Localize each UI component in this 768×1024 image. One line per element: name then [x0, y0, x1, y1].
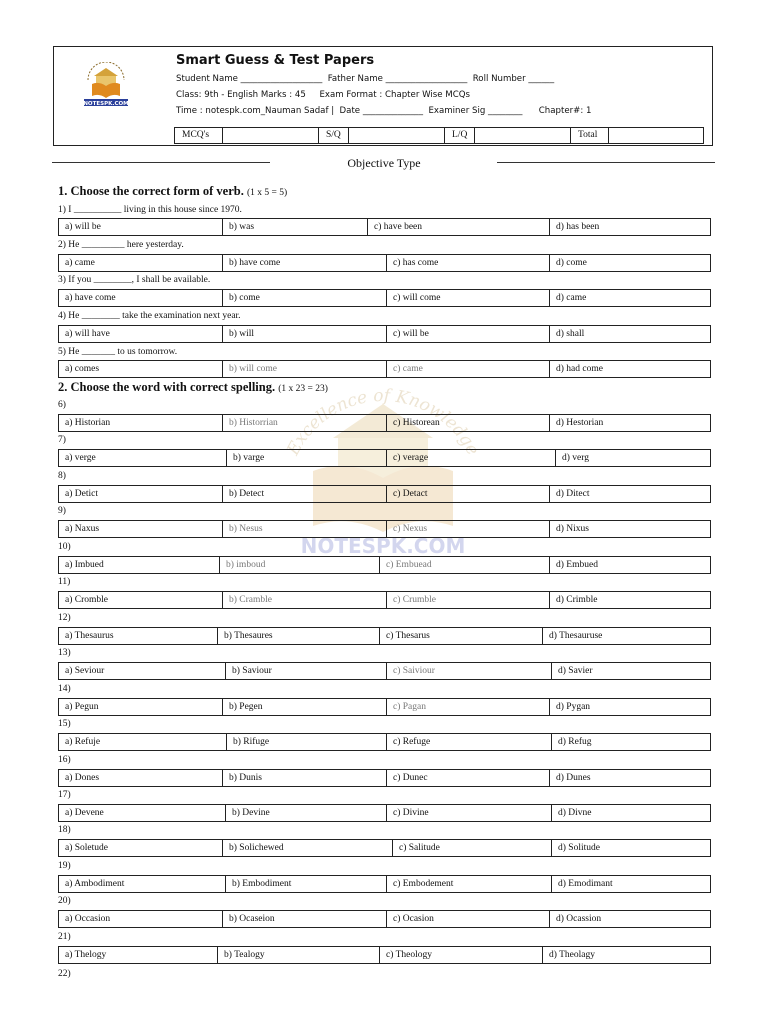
option-c[interactable]: c) Pagan	[386, 699, 549, 715]
option-c[interactable]: c) Ocasion	[386, 911, 549, 927]
option-b[interactable]: b) Cramble	[222, 592, 386, 608]
option-b[interactable]: b) Detect	[222, 486, 386, 502]
question-10-text: 10)	[58, 542, 71, 552]
mcq-label: MCQ's	[175, 128, 223, 143]
option-a[interactable]: a) Dones	[65, 773, 100, 783]
option-a[interactable]: a) have come	[65, 293, 116, 303]
option-b[interactable]: b) will	[222, 326, 386, 342]
option-b[interactable]: b) Pegen	[222, 699, 386, 715]
question-12-text: 12)	[58, 613, 71, 623]
option-a[interactable]: a) Pegun	[65, 702, 99, 712]
section-1-heading	[58, 184, 287, 199]
option-c[interactable]: c) have been	[367, 219, 549, 235]
question-17-options	[58, 804, 711, 822]
question-2-options	[58, 254, 711, 272]
option-a[interactable]: a) Thelogy	[65, 950, 107, 960]
option-d[interactable]: d) Ditect	[549, 486, 710, 502]
question-15-text: 15)	[58, 719, 71, 729]
option-c[interactable]: c) verage	[386, 450, 555, 466]
question-10-options	[58, 556, 711, 574]
question-6-text: 6)	[58, 400, 66, 410]
option-d[interactable]: d) come	[549, 255, 710, 271]
section-1-marks: (1 x 5 = 5)	[246, 188, 288, 198]
option-d[interactable]: d) Thesauruse	[542, 628, 710, 644]
option-a[interactable]: a) Occasion	[65, 914, 111, 924]
question-4-text: 4) He ________ take the examination next year.	[58, 311, 241, 321]
question-6-options	[58, 414, 711, 432]
lq-score-box	[475, 128, 571, 143]
option-c[interactable]: c) Theology	[379, 947, 542, 963]
question-21-options	[58, 946, 711, 964]
option-a[interactable]: a) Soletude	[65, 843, 109, 853]
option-b[interactable]: b) come	[222, 290, 386, 306]
question-7-options	[58, 449, 711, 467]
objective-type-title: Objective Type	[347, 156, 421, 170]
option-a[interactable]: a) Naxus	[65, 524, 100, 534]
option-a[interactable]: a) Thesaurus	[65, 631, 114, 641]
option-d[interactable]: d) has been	[549, 219, 710, 235]
option-d[interactable]: d) Ocassion	[549, 911, 710, 927]
option-c[interactable]: c) Embodement	[386, 876, 551, 892]
class-info-line: Class: 9th - English Marks : 45 Exam Format : Chapter Wise MCQs	[176, 90, 470, 100]
question-8-options	[58, 485, 711, 503]
question-12-options	[58, 627, 711, 645]
option-d[interactable]: d) Pygan	[549, 699, 710, 715]
option-d[interactable]: d) Solitude	[551, 840, 710, 856]
option-b[interactable]: b) imboud	[219, 557, 379, 573]
option-d[interactable]: d) came	[549, 290, 710, 306]
question-20-options	[58, 910, 711, 928]
question-15-options	[58, 733, 711, 751]
option-b[interactable]: b) will come	[222, 361, 386, 377]
sq-score-box	[349, 128, 445, 143]
option-b[interactable]: b) Ocaseion	[222, 911, 386, 927]
time-info-line: Time : notespk.com_Nauman Sadaf | Date ______________ Examiner Sig ________ Chapter#: 1	[176, 106, 592, 116]
option-d[interactable]: d) Divne	[551, 805, 710, 821]
question-16-options	[58, 769, 711, 787]
option-a[interactable]: a) Historian	[65, 418, 111, 428]
option-b[interactable]: b) Thesaures	[217, 628, 379, 644]
question-17-text: 17)	[58, 790, 71, 800]
logo-text: NOTESPK.COM	[83, 100, 129, 107]
option-a[interactable]: a) Cromble	[65, 595, 109, 605]
option-b[interactable]: b) Saviour	[225, 663, 386, 679]
question-18-text: 18)	[58, 825, 71, 835]
option-d[interactable]: d) Dunes	[549, 770, 710, 786]
option-b[interactable]: b) Historrian	[222, 415, 386, 431]
question-14-options	[58, 698, 711, 716]
option-c[interactable]: c) Salitude	[392, 840, 551, 856]
option-c[interactable]: c) Detact	[386, 486, 549, 502]
watermark-brand: NOTESPK.COM	[300, 534, 466, 558]
section-1-title: 1. Choose the correct form of verb.	[58, 184, 244, 198]
option-a[interactable]: a) verge	[65, 453, 96, 463]
option-a[interactable]: a) Ambodiment	[65, 879, 125, 889]
option-d[interactable]: d) had come	[549, 361, 710, 377]
question-19-options	[58, 875, 711, 893]
option-a[interactable]: a) Imbued	[65, 560, 104, 570]
notespk-logo	[78, 62, 134, 110]
total-score-box	[609, 128, 703, 143]
sq-label: S/Q	[319, 128, 349, 143]
question-1-options	[58, 218, 711, 236]
option-a[interactable]: a) Detict	[65, 489, 98, 499]
option-c[interactable]: c) Divine	[386, 805, 551, 821]
section-2-marks: (1 x 23 = 23)	[278, 384, 328, 394]
option-c[interactable]: c) has come	[386, 255, 549, 271]
option-a[interactable]: a) came	[65, 258, 95, 268]
watermark-arc-text: Excellence of Knowledge	[283, 385, 483, 459]
option-d[interactable]: d) Crimble	[549, 592, 710, 608]
question-11-options	[58, 591, 711, 609]
question-14-text: 14)	[58, 684, 71, 694]
option-b[interactable]: b) Solichewed	[222, 840, 392, 856]
option-a[interactable]: a) will be	[65, 222, 101, 232]
option-d[interactable]: d) shall	[549, 326, 710, 342]
option-c[interactable]: c) Dunec	[386, 770, 549, 786]
question-2-text: 2) He _________ here yesterday.	[58, 240, 184, 250]
section-2-title: 2. Choose the word with correct spelling.	[58, 380, 276, 394]
option-d[interactable]: d) Savier	[551, 663, 710, 679]
question-9-options	[58, 520, 711, 538]
option-b[interactable]: b) Dunis	[222, 770, 386, 786]
student-info-line: Student Name ___________________ Father Name ___________________ Roll Number ______	[176, 74, 555, 84]
option-d[interactable]: d) Theolagy	[542, 947, 710, 963]
question-20-text: 20)	[58, 896, 71, 906]
section-2-heading	[58, 380, 328, 395]
question-22-text: 22)	[58, 969, 71, 979]
score-table	[174, 127, 704, 144]
option-c[interactable]: c) Nexus	[386, 521, 549, 537]
question-1-text: 1) I __________ living in this house since 1970.	[58, 205, 242, 215]
option-b[interactable]: b) Nesus	[222, 521, 386, 537]
option-d[interactable]: d) verg	[555, 450, 710, 466]
mcq-score-box	[223, 128, 319, 143]
question-3-options	[58, 289, 711, 307]
question-8-text: 8)	[58, 471, 66, 481]
option-a[interactable]: a) Seviour	[65, 666, 105, 676]
option-b[interactable]: b) Rifuge	[226, 734, 386, 750]
option-c[interactable]: c) Refuge	[386, 734, 551, 750]
option-d[interactable]: d) Embued	[549, 557, 710, 573]
question-11-text: 11)	[58, 577, 71, 587]
question-18-options	[58, 839, 711, 857]
option-d[interactable]: d) Hestorian	[549, 415, 710, 431]
paper-title: Smart Guess & Test Papers	[176, 53, 375, 68]
option-b[interactable]: b) Embodiment	[225, 876, 386, 892]
question-9-text: 9)	[58, 506, 66, 516]
lq-label: L/Q	[445, 128, 475, 143]
option-a[interactable]: a) will have	[65, 329, 110, 339]
option-c[interactable]: c) Embuead	[379, 557, 549, 573]
option-c[interactable]: c) will come	[386, 290, 549, 306]
option-c[interactable]: c) will be	[386, 326, 549, 342]
option-a[interactable]: a) Devene	[65, 808, 104, 818]
total-label: Total	[571, 128, 609, 143]
option-b[interactable]: b) varge	[226, 450, 386, 466]
question-3-text: 3) If you ________, I shall be available.	[58, 275, 211, 285]
question-16-text: 16)	[58, 755, 71, 765]
question-5-text: 5) He _______ to us tomorrow.	[58, 347, 178, 357]
option-a[interactable]: a) comes	[65, 364, 100, 374]
option-d[interactable]: d) Refug	[551, 734, 710, 750]
option-a[interactable]: a) Refuje	[65, 737, 101, 747]
option-b[interactable]: b) Tealogy	[217, 947, 379, 963]
option-b[interactable]: b) Devine	[225, 805, 386, 821]
option-c[interactable]: c) Crumble	[386, 592, 549, 608]
question-21-text: 21)	[58, 932, 71, 942]
question-7-text: 7)	[58, 435, 66, 445]
question-19-text: 19)	[58, 861, 71, 871]
option-c[interactable]: c) Saiviour	[386, 663, 551, 679]
option-c[interactable]: c) came	[386, 361, 549, 377]
option-c[interactable]: c) Historean	[386, 415, 549, 431]
option-d[interactable]: d) Emodimant	[551, 876, 710, 892]
question-13-text: 13)	[58, 648, 71, 658]
question-4-options	[58, 325, 711, 343]
question-13-options	[58, 662, 711, 680]
option-b[interactable]: b) have come	[222, 255, 386, 271]
option-d[interactable]: d) Nixus	[549, 521, 710, 537]
option-b[interactable]: b) was	[222, 219, 367, 235]
option-c[interactable]: c) Thesarus	[379, 628, 542, 644]
question-5-options	[58, 360, 711, 378]
